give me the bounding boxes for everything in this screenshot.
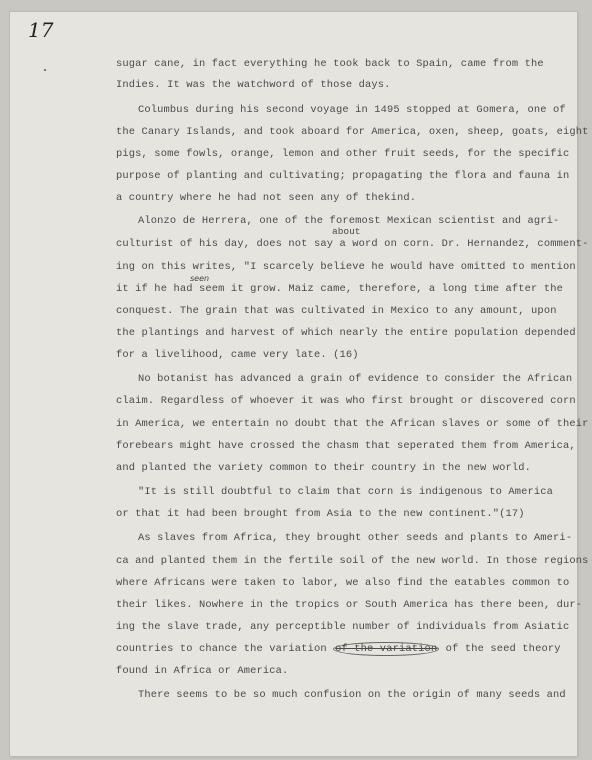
text-line: claim. Regardless of whoever it was who first brought or discovered corn: [116, 395, 576, 407]
text-line: Alonzo de Herrera, one of the foremost Mexican scientist and agri-: [138, 215, 560, 227]
text-line-with-strike: [116, 643, 561, 655]
ink-dot: [44, 69, 46, 71]
text-line: forebears might have crossed the chasm that seperated them from America,: [116, 440, 576, 452]
text-line: "It is still doubtful to claim that corn is indigenous to America: [138, 486, 554, 498]
text-line: No botanist has advanced a grain of evidence to consider the African: [138, 373, 573, 385]
line-start: countries to chance the variation: [116, 643, 327, 655]
text-line: where Africans were taken to labor, we also find the eatables common to: [116, 577, 570, 589]
struck-text: of the variation: [335, 643, 438, 655]
text-line: and planted the variety common to their country in the new world.: [116, 462, 532, 474]
text-line: ing on this writes, "I scarcely believe he would have omitted to mention: [116, 261, 576, 273]
text-line: As slaves from Africa, they brought other seeds and plants to Ameri-: [138, 532, 573, 544]
text-line: Columbus during his second voyage in 1495 stopped at Gomera, one of: [138, 104, 566, 116]
text-line: ing the slave trade, any perceptible number of individuals from Asiatic: [116, 621, 570, 633]
text-line: pigs, some fowls, orange, lemon and other fruit seeds, for the specific: [116, 148, 570, 160]
text-line: culturist of his day, does not say a word on corn. Dr. Hernandez, comment-: [116, 238, 589, 250]
text-line: ca and planted them in the fertile soil of the new world. In those regions: [116, 555, 589, 567]
text-line: found in Africa or America.: [116, 665, 289, 677]
line-end: of the seed theory: [445, 643, 561, 655]
page-mark: 17: [28, 18, 54, 42]
text-line: or that it had been brought from Asia to the new continent."(17): [116, 508, 525, 520]
text-line: for a livelihood, came very late. (16): [116, 349, 359, 361]
text-line: purpose of planting and cultivating; propagating the flora and fauna in: [116, 170, 570, 182]
text-line: a country where he had not seen any of thekind.: [116, 192, 417, 204]
insertion-about: about: [332, 226, 361, 237]
text-line: sugar cane, in fact everything he took back to Spain, came from the: [116, 58, 544, 70]
text-line: the Canary Islands, and took aboard for America, oxen, sheep, goats, eight: [116, 126, 589, 138]
text-line: it if he had seem it grow. Maiz came, therefore, a long time after the: [116, 283, 563, 295]
text-line: There seems to be so much confusion on the origin of many seeds and: [138, 689, 566, 701]
insertion-seen: seen: [190, 274, 210, 283]
text-line: their likes. Nowhere in the tropics or South America has there been, dur-: [116, 599, 583, 611]
text-line: conquest. The grain that was cultivated in Mexico to any amount, upon: [116, 305, 557, 317]
text-line: Indies. It was the watchword of those days.: [116, 79, 391, 91]
document-page: [10, 12, 589, 756]
text-line: in America, we entertain no doubt that the African slaves or some of their: [116, 418, 589, 430]
text-line: the plantings and harvest of which nearly the entire population depended: [116, 327, 576, 339]
